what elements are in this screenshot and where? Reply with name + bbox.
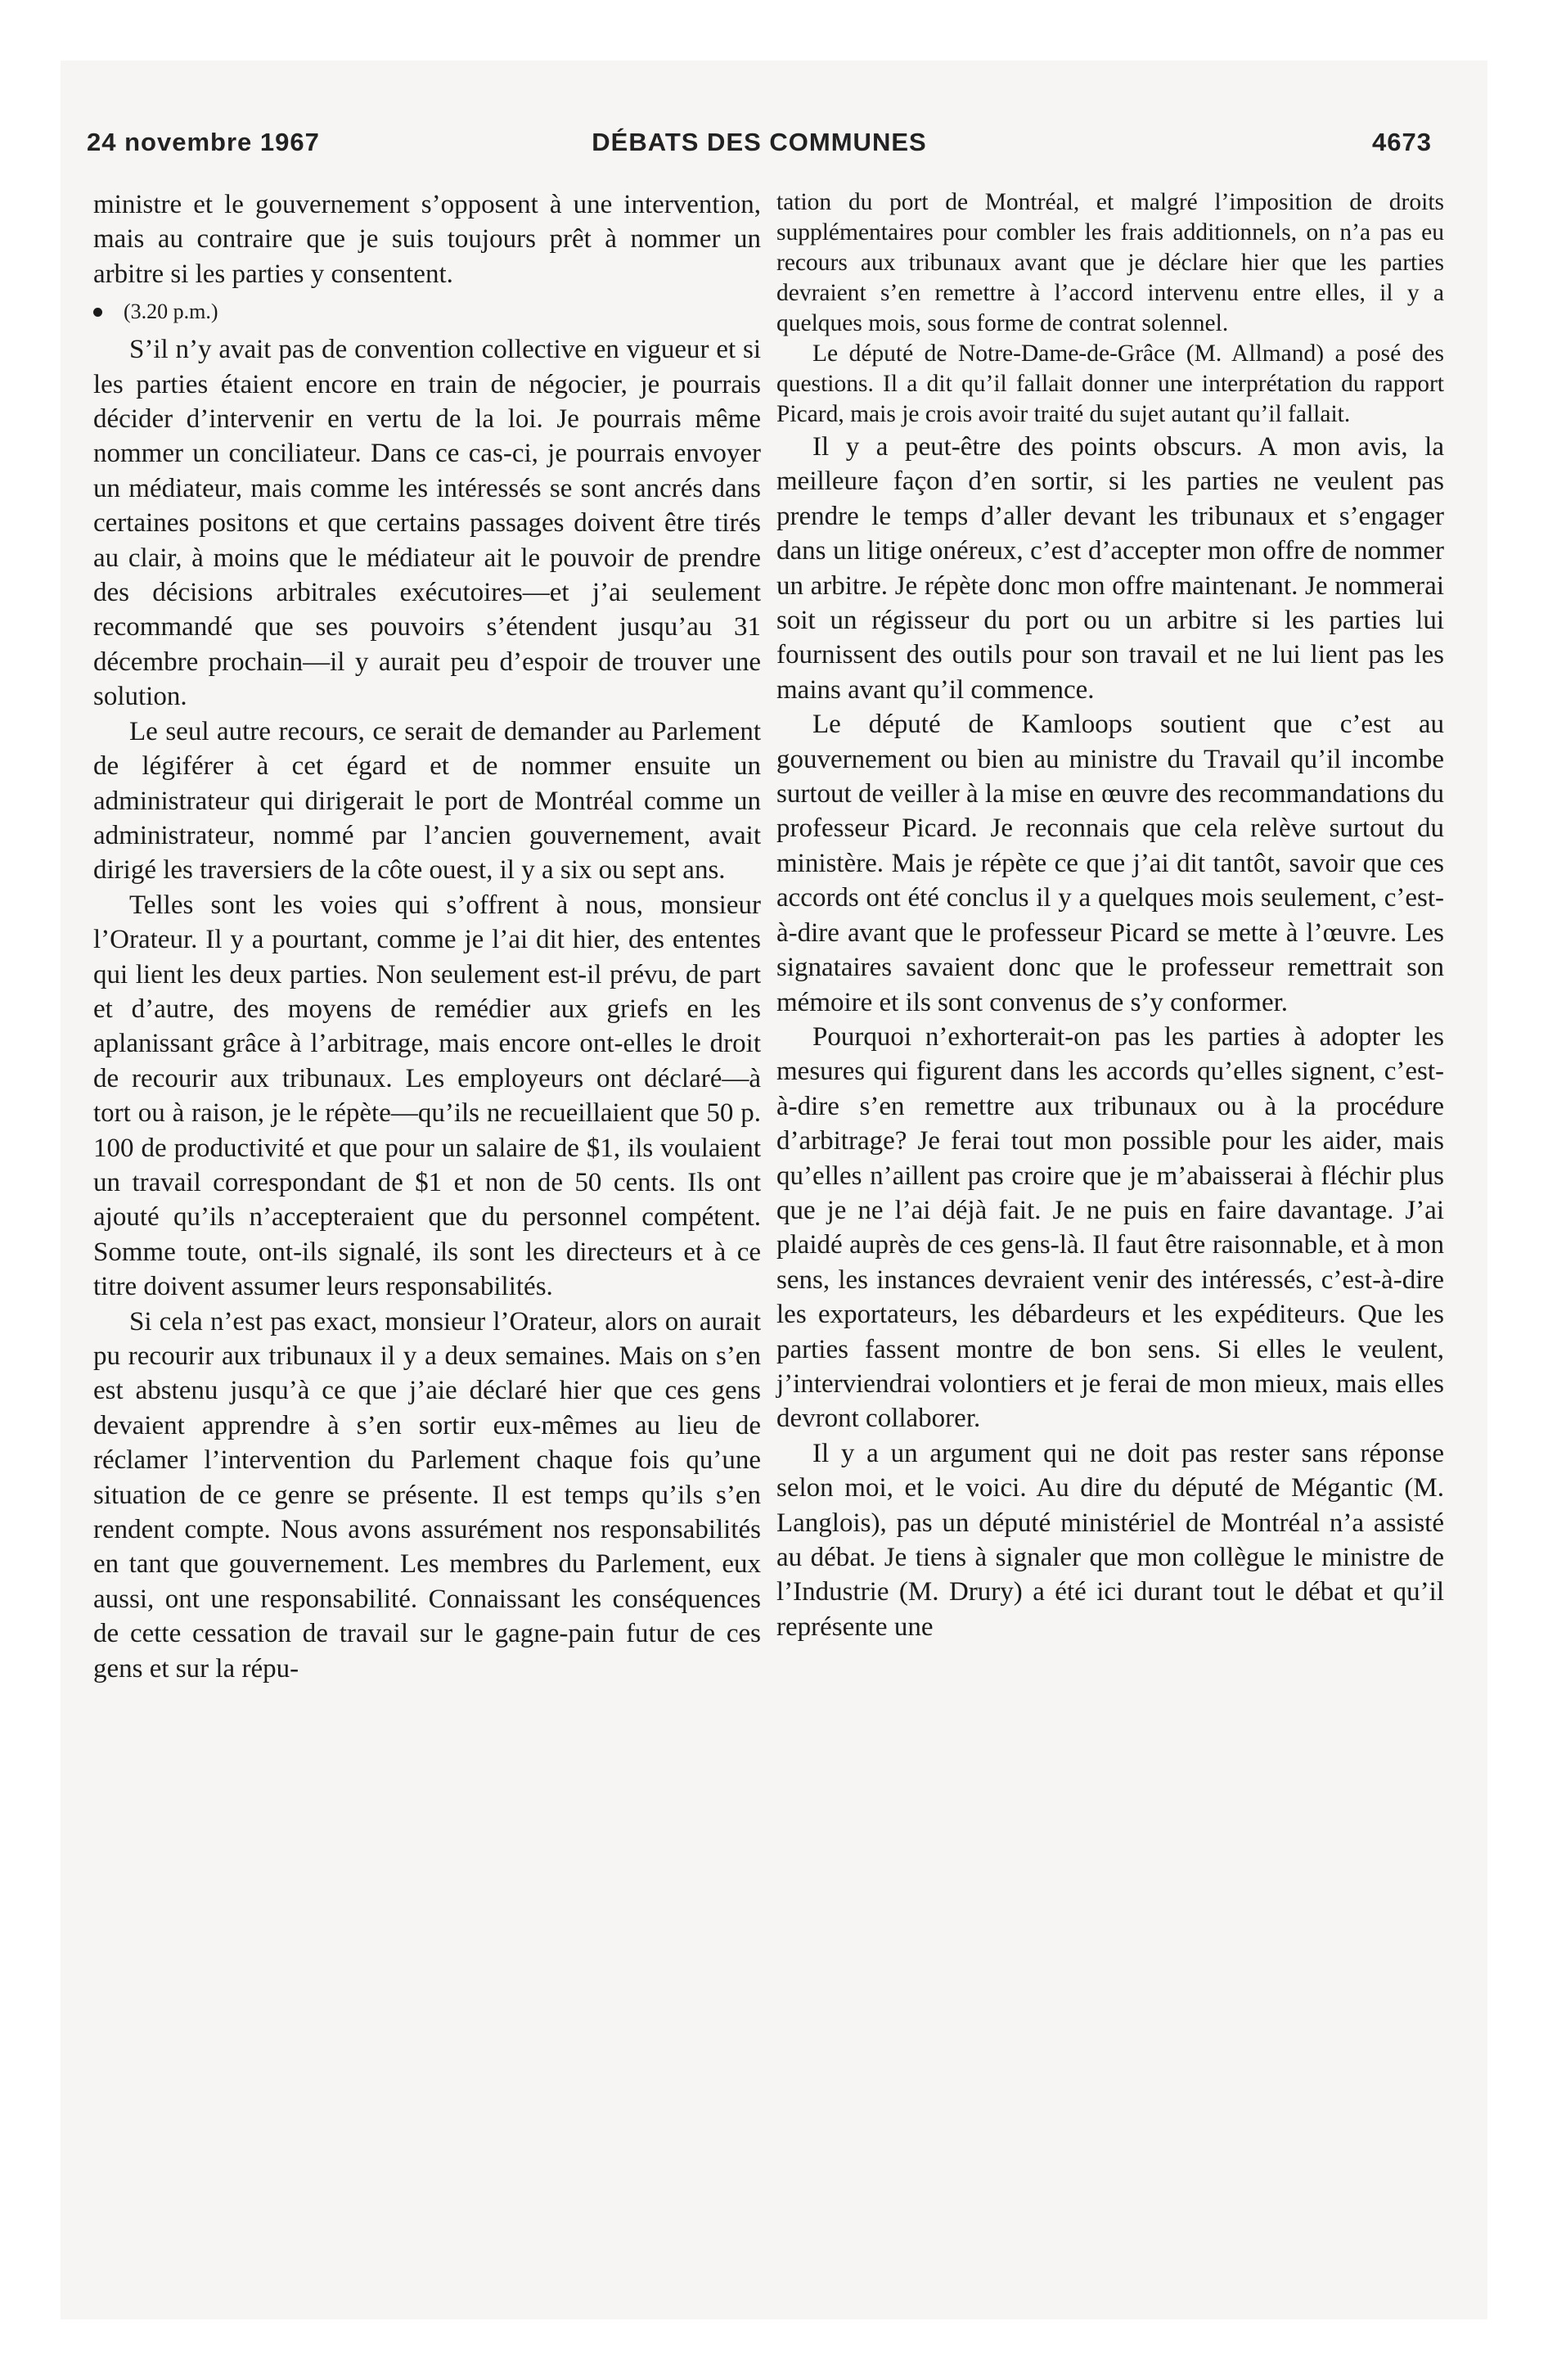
paragraph: Le député de Kamloops soutient que c’est au gouvernement ou bien au ministre du Travail qu’il incombe surtout de veiller à la mise en œuvre des recommandations du professeur Picard. Je reconnais que cela relève surtout du ministère. Mais je répète ce que j’ai dit tantôt, savoir que ces accords ont été conclus il y a quelques mois seulement, c’est-à-dire avant que le professeur Picard se mette à l’œuvre. Les signataires savaient donc que le professeur remettrait son mémoire et ils sont convenus de s’y conformer. (776, 710, 1444, 1017)
document-page (61, 61, 1487, 2319)
header-title: DÉBATS DES COMMUNES (592, 128, 927, 156)
paragraph: Telles sont les voies qui s’offrent à nous, monsieur l’Orateur. Il y a pourtant, comme je l’ai dit hier, des ententes qui lient les deux parties. Non seulement est-il prévu, de part et d’autre, des moyens de remédier aux griefs en les aplanissant grâce à l’arbitrage, mais encore ont-elles le droit de recourir aux tribunaux. Les employeurs ont déclaré—à tort ou à raison, je le répète—qu’ils ne recueillaient que 50 p. 100 de productivité et que pour un salaire de $1, ils voulaient un travail correspondant de $1 et non de 50 cents. Ils ont ajouté qu’ils n’accepteraient que du personnel compétent. Somme toute, ont-ils signalé, ils sont les directeurs et à ce titre doivent assumer leurs responsabilités. (93, 890, 761, 1302)
paragraph: Il y a un argument qui ne doit pas rester sans réponse selon moi, et le voici. Au dire du député de Mégantic (M. Langlois), pas un député ministériel de Montréal n’a assisté au débat. Je tiens à signaler que mon collègue le ministre de l’Industrie (M. Drury) a été ici durant tout le débat et qu’il représente une (776, 1438, 1444, 1642)
paragraph: Il y a peut-être des points obscurs. A mon avis, la meilleure façon d’en sortir, si les parties ne veulent pas prendre le temps d’aller devant les tribunaux et s’engager dans un litige onéreux, c’est d’accepter mon offre de nommer un arbitre. Je répète donc mon offre maintenant. Je nommerai soit un régisseur du port ou un arbitre si les parties lui fournissent des outils pour son travail et ne lui lient pas les mains avant qu’il commence. (776, 432, 1444, 705)
paragraph: tation du port de Montréal, et malgré l’imposition de droits supplémentaires pour combler les frais additionnels, on n’a pas eu recours aux tribunaux avant que je déclare hier que les parties devraient s’en remettre à l’accord intervenu entre elles, il y a quelques mois, sous forme de contrat solennel. (776, 189, 1444, 336)
left-column (93, 187, 761, 1686)
paragraph: Le seul autre recours, ce serait de demander au Parlement de légiférer à cet égard et de nommer ensuite un administrateur qui dirigerait le port de Montréal comme un administrateur, nommé par l’ancien gouvernement, avait dirigé les traversiers de la côte ouest, il y a six ou sept ans. (93, 716, 761, 886)
paragraph: Le député de Notre-Dame-de-Grâce (M. Allmand) a posé des questions. Il a dit qu’il fallait donner une interprétation du rapport Picard, mais je crois avoir traité du sujet autant qu’il fallait. (776, 340, 1444, 427)
header-date: 24 novembre 1967 (87, 128, 320, 156)
right-column (776, 187, 1444, 1644)
paragraph: ministre et le gouvernement s’opposent à une intervention, mais au contraire que je suis toujours prêt à nommer un arbitre si les parties y consentent. (93, 190, 761, 289)
bullet-icon (93, 308, 102, 317)
time-marker (93, 291, 761, 332)
scanned-page (61, 61, 1487, 2319)
time-stamp: (3.20 p.m.) (124, 300, 218, 324)
paragraph: Pourquoi n’exhorterait-on pas les parties à adopter les mesures qui figurent dans les accords qu’elles signent, c’est-à-dire s’en remettre aux tribunaux ou à la procédure d’arbitrage? Je ferai tout mon possible pour les aider, mais qu’elles n’aillent pas croire que je m’abaisserai à fléchir plus que je ne l’ai déjà fait. Je ne puis en faire davantage. J’ai plaidé auprès de ces gens-là. Il faut être raisonnable, et à mon sens, les instances devraient venir des intéressés, c’est-à-dire les exportateurs, les débardeurs et les expéditeurs. Que les parties fassent montre de bon sens. Si elles le veulent, j’interviendrai volontiers et je ferai de mon mieux, mais elles devront collaborer. (776, 1021, 1444, 1434)
paragraph: S’il n’y avait pas de convention collective en vigueur et si les parties étaient encore en train de négocier, je pourrais décider d’intervenir en vertu de la loi. Je pourrais même nommer un conciliateur. Dans ce cas-ci, je pourrais envoyer un médiateur, mais comme les intéressés se sont ancrés dans certaines positons et que certains passages doivent être tirés au clair, à moins que le médiateur ait le pouvoir de prendre des décisions arbitrales exécutoires—et j’ai seulement recommandé que ses pouvoirs s’étendent jusqu’au 31 décembre prochain—il y aurait peu d’espoir de trouver une solution. (93, 335, 761, 712)
page-number: 4673 (1372, 128, 1432, 156)
paragraph: Si cela n’est pas exact, monsieur l’Orateur, alors on aurait pu recourir aux tribunaux il y a deux semaines. Mais on s’en est abstenu jusqu’à ce que j’aie déclaré hier que ces gens devaient apprendre à s’en sortir eux-mêmes au lieu de réclamer l’intervention du Parlement chaque fois qu’une situation de ce genre se présente. Il est temps qu’ils s’en rendent compte. Nous avons assurément nos responsabilités en tant que gouvernement. Les membres du Parlement, eux aussi, ont une responsabilité. Connaissant les conséquences de cette cessation de travail sur le gagne-pain futur de ces gens et sur la répu- (93, 1306, 761, 1684)
running-header (87, 128, 1432, 169)
